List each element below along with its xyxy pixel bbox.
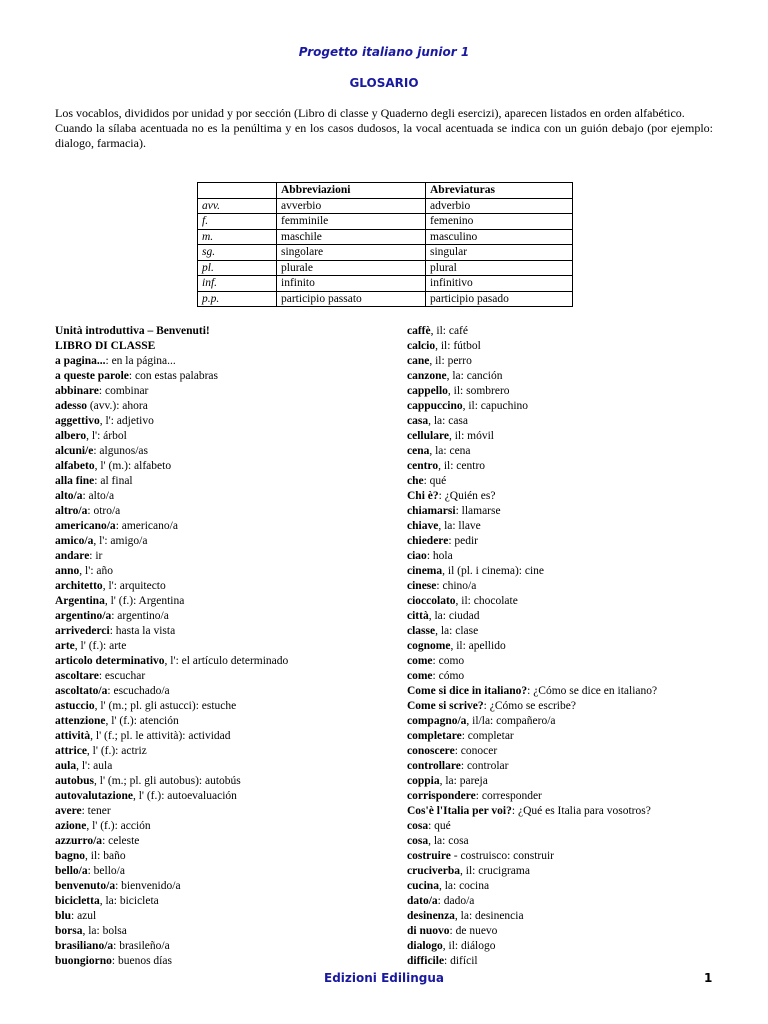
entry-definition: , la: bicicleta: [99, 895, 159, 907]
entry-headword: Chi è?: [407, 490, 439, 502]
entry-headword: desinenza: [407, 910, 455, 922]
glossary-entry: [55, 789, 385, 804]
entry-headword: alfabeto: [55, 460, 95, 472]
table-cell: maschile: [277, 229, 426, 245]
glossary-entry: [407, 804, 727, 819]
table-cell: sg.: [198, 245, 277, 261]
entry-headword: dato/a: [407, 895, 438, 907]
glossary-entry: [55, 924, 385, 939]
table-row: [198, 291, 573, 307]
glossary-entry: [407, 384, 727, 399]
glossary-entry: [407, 444, 727, 459]
glossary-entry: [407, 414, 727, 429]
entry-headword: classe: [407, 625, 436, 637]
entry-headword: alla fine: [55, 475, 95, 487]
entry-headword: chiamarsi: [407, 505, 456, 517]
glossary-entry: [55, 864, 385, 879]
intro-text: [55, 106, 713, 151]
glossary-entry: [55, 474, 385, 489]
entry-definition: : otro/a: [87, 505, 121, 517]
table-cell: plural: [426, 260, 573, 276]
entry-headword: bicicletta: [55, 895, 100, 907]
glossary-entry: [407, 744, 727, 759]
entry-headword: avere: [55, 805, 82, 817]
entry-headword: calcio: [407, 340, 436, 352]
entry-definition: : ¿Cómo se escribe?: [483, 700, 576, 712]
glossary-entry: [55, 804, 385, 819]
glossary-entry: [407, 339, 727, 354]
entry-definition: , la: cena: [429, 445, 471, 457]
entry-headword: coppia: [407, 775, 440, 787]
glossary-entry: [55, 414, 385, 429]
entry-headword: azione: [55, 820, 87, 832]
entry-headword: cappuccino: [407, 400, 463, 412]
entry-definition: : tener: [81, 805, 111, 817]
table-cell: avv.: [198, 198, 277, 214]
glossary-entry: [407, 534, 727, 549]
entry-definition: : azul: [71, 910, 97, 922]
table-cell: plurale: [277, 260, 426, 276]
entry-headword: come: [407, 655, 433, 667]
entry-definition: , il: crucigrama: [460, 865, 530, 877]
glossary-entry: [407, 759, 727, 774]
entry-headword: ascoltare: [55, 670, 99, 682]
entry-headword: cucina: [407, 880, 439, 892]
glossary-entry: [407, 894, 727, 909]
entry-definition: , il: perro: [429, 355, 472, 367]
entry-headword: centro: [407, 460, 439, 472]
glossary-entry: [407, 459, 727, 474]
entry-headword: bagno: [55, 850, 86, 862]
table-cell: pl.: [198, 260, 277, 276]
entry-headword: casa: [407, 415, 429, 427]
entry-headword: cioccolato: [407, 595, 456, 607]
glossary-entry: [55, 774, 385, 789]
glossary-entry: [55, 579, 385, 594]
glossary-entry: [407, 639, 727, 654]
entry-definition: : algunos/as: [93, 445, 148, 457]
glossary-entry: [55, 669, 385, 684]
left-entries-list: [55, 354, 385, 969]
intro-paragraph-1: Los vocablos, divididos por unidad y por sección (Libro di classe y Quaderno degli esercizi), aparecen listados en orden alfabético.: [55, 106, 685, 120]
entry-definition: , la: llave: [438, 520, 481, 532]
glossary-entry: [55, 519, 385, 534]
glossary-entry: [407, 729, 727, 744]
glossary-entry: [407, 579, 727, 594]
entry-definition: - costruisco: construir: [450, 850, 555, 862]
glossary-entry: [55, 879, 385, 894]
entry-headword: come: [407, 670, 433, 682]
glossary-left-column: [55, 324, 385, 969]
glossary-entry: [407, 714, 727, 729]
entry-definition: , il: fútbol: [435, 340, 481, 352]
unit-heading: Unità introduttiva – Benvenuti!: [55, 325, 210, 337]
table-cell: participio passato: [277, 291, 426, 307]
entry-definition: : argentino/a: [111, 610, 169, 622]
glossary-entry: [407, 774, 727, 789]
glossary-entry: [407, 684, 727, 699]
entry-headword: difficile: [407, 955, 445, 967]
entry-definition: , l' (m.; pl. gli astucci): estuche: [94, 700, 237, 712]
entry-definition: : completar: [461, 730, 514, 742]
entry-headword: completare: [407, 730, 462, 742]
entry-definition: : en la página...: [105, 355, 176, 367]
entry-headword: aula: [55, 760, 77, 772]
glossary-entry: [55, 849, 385, 864]
glossary-entry: [55, 534, 385, 549]
entry-definition: : controlar: [460, 760, 509, 772]
glossary-entry: [407, 699, 727, 714]
glossary-entry: [407, 564, 727, 579]
table-cell: adverbio: [426, 198, 573, 214]
glossary-entry: [407, 879, 727, 894]
entry-headword: città: [407, 610, 429, 622]
entry-headword: Come si dice in italiano?: [407, 685, 528, 697]
entry-definition: : pedir: [448, 535, 479, 547]
glossary-entry: [55, 729, 385, 744]
glossary-entry: [55, 954, 385, 969]
entry-definition: : hasta la vista: [109, 625, 176, 637]
table-cell: femminile: [277, 214, 426, 230]
entry-headword: brasiliano/a: [55, 940, 114, 952]
glossary-entry: [407, 399, 727, 414]
table-cell: inf.: [198, 276, 277, 292]
glossary-entry: [407, 909, 727, 924]
entry-definition: : americano/a: [115, 520, 178, 532]
entry-definition: : bello/a: [87, 865, 125, 877]
entry-definition: : hola: [426, 550, 453, 562]
entry-headword: compagno/a: [407, 715, 467, 727]
table-row: [198, 276, 573, 292]
entry-definition: , il: diálogo: [442, 940, 496, 952]
glossary-entry: [407, 324, 727, 339]
entry-headword: andare: [55, 550, 90, 562]
table-cell: avverbio: [277, 198, 426, 214]
entry-headword: cane: [407, 355, 430, 367]
glossary-entry: [55, 684, 385, 699]
entry-headword: alcuni/e: [55, 445, 94, 457]
entry-definition: , il (pl. i cinema): cine: [442, 565, 545, 577]
entry-definition: : alto/a: [82, 490, 115, 502]
glossary-entry: [55, 444, 385, 459]
entry-definition: : con estas palabras: [128, 370, 218, 382]
glossary-entry: [55, 564, 385, 579]
table-row: [198, 214, 573, 230]
entry-headword: cosa: [407, 835, 429, 847]
entry-definition: , la: pareja: [439, 775, 488, 787]
glossary-entry: [55, 489, 385, 504]
entry-headword: caffè: [407, 325, 431, 337]
table-cell: singolare: [277, 245, 426, 261]
entry-definition: , la: bolsa: [82, 925, 127, 937]
entry-headword: cappello: [407, 385, 448, 397]
entry-definition: : bienvenido/a: [115, 880, 181, 892]
entry-definition: : chino/a: [436, 580, 477, 592]
entry-headword: ciao: [407, 550, 427, 562]
entry-definition: : de nuevo: [449, 925, 498, 937]
glossary-entry: [407, 864, 727, 879]
glossary-entry: [407, 474, 727, 489]
entry-headword: chiave: [407, 520, 439, 532]
table-header-cell: [198, 183, 277, 199]
entry-definition: , il: café: [430, 325, 468, 337]
table-cell: femenino: [426, 214, 573, 230]
entry-definition: , la: cocina: [438, 880, 490, 892]
glossary-entry: [407, 834, 727, 849]
glossary-entry: [55, 609, 385, 624]
entry-headword: cellulare: [407, 430, 449, 442]
footer-publisher: Edizioni Edilingua: [324, 971, 444, 985]
glossary-entry: [407, 954, 727, 969]
glossary-entry: [407, 549, 727, 564]
entry-headword: di nuovo: [407, 925, 450, 937]
entry-headword: aggettivo: [55, 415, 100, 427]
glossary-entry: [55, 639, 385, 654]
entry-headword: cognome: [407, 640, 451, 652]
table-row: [198, 229, 573, 245]
entry-definition: , l': el artículo determinado: [164, 655, 289, 667]
entry-headword: cinese: [407, 580, 437, 592]
document-title: Progetto italiano junior 1: [298, 45, 470, 59]
entry-headword: cena: [407, 445, 430, 457]
glossary-entry: [55, 939, 385, 954]
entry-definition: : difícil: [444, 955, 478, 967]
entry-definition: , il: capuchino: [462, 400, 529, 412]
entry-definition: : ¿Quién es?: [438, 490, 496, 502]
entry-definition: , l': arquitecto: [102, 580, 166, 592]
entry-headword: bello/a: [55, 865, 88, 877]
entry-definition: , la: desinencia: [454, 910, 524, 922]
entry-headword: amico/a: [55, 535, 94, 547]
entry-headword: attività: [55, 730, 91, 742]
entry-headword: ascoltato/a: [55, 685, 108, 697]
glossary-entry: [55, 504, 385, 519]
entry-headword: Cos'è l'Italia per voi?: [407, 805, 512, 817]
entry-definition: , il: baño: [85, 850, 126, 862]
glossary-entry: [407, 849, 727, 864]
entry-definition: : conocer: [454, 745, 498, 757]
table-cell: f.: [198, 214, 277, 230]
glossary-entry: [55, 369, 385, 384]
entry-headword: alto/a: [55, 490, 83, 502]
table-header-row: [198, 183, 573, 199]
glossary-entry: [55, 654, 385, 669]
entry-headword: cosa: [407, 820, 429, 832]
entry-definition: , l' (f.): actriz: [86, 745, 147, 757]
entry-headword: costruire: [407, 850, 451, 862]
table-cell: m.: [198, 229, 277, 245]
entry-headword: blu: [55, 910, 71, 922]
entry-definition: , il: móvil: [448, 430, 494, 442]
glossary-entry: [55, 699, 385, 714]
section-title: GLOSARIO: [349, 76, 419, 90]
entry-headword: altro/a: [55, 505, 88, 517]
entry-definition: : celeste: [102, 835, 140, 847]
entry-headword: argentino/a: [55, 610, 112, 622]
table-row: [198, 245, 573, 261]
entry-definition: , il: sombrero: [447, 385, 510, 397]
entry-definition: , il: apellido: [450, 640, 506, 652]
glossary-entry: [407, 429, 727, 444]
entry-headword: autobus: [55, 775, 94, 787]
entry-headword: abbinare: [55, 385, 99, 397]
entry-definition: : cómo: [432, 670, 465, 682]
entry-definition: , il: chocolate: [455, 595, 518, 607]
entry-definition: : al final: [94, 475, 133, 487]
table-cell: singular: [426, 245, 573, 261]
table-cell: masculino: [426, 229, 573, 245]
glossary-entry: [55, 549, 385, 564]
entry-definition: , il/la: compañero/a: [466, 715, 556, 727]
entry-definition: , l': adjetivo: [99, 415, 154, 427]
entry-definition: , la: clase: [435, 625, 479, 637]
entry-definition: , l': aula: [76, 760, 113, 772]
glossary-entry: [407, 609, 727, 624]
glossary-entry: [55, 909, 385, 924]
entry-definition: , l' (f.): autoevaluación: [132, 790, 237, 802]
glossary-entry: [407, 594, 727, 609]
table-cell: participio pasado: [426, 291, 573, 307]
entry-headword: cruciverba: [407, 865, 461, 877]
entry-definition: , l' (m.; pl. gli autobus): autobús: [94, 775, 241, 787]
entry-definition: : combinar: [98, 385, 149, 397]
entry-definition: , l': árbol: [86, 430, 127, 442]
glossary-entry: [407, 504, 727, 519]
glossary-entry: [55, 894, 385, 909]
table-row: [198, 198, 573, 214]
entry-definition: , la: casa: [428, 415, 469, 427]
entry-definition: (avv.): ahora: [86, 400, 148, 412]
entry-definition: , l' (f.): Argentina: [104, 595, 185, 607]
entry-definition: , l' (m.): alfabeto: [94, 460, 172, 472]
entry-definition: : qué: [428, 820, 451, 832]
entry-headword: a queste parole: [55, 370, 129, 382]
entry-headword: adesso: [55, 400, 87, 412]
entry-definition: , la: canción: [446, 370, 503, 382]
entry-definition: : dado/a: [437, 895, 475, 907]
entry-definition: , l' (f.): atención: [105, 715, 179, 727]
glossary-entry: [407, 519, 727, 534]
entry-headword: corrispondere: [407, 790, 476, 802]
glossary-entry: [55, 384, 385, 399]
glossary-entry: [407, 939, 727, 954]
glossary-entry: [55, 624, 385, 639]
glossary-entry: [407, 354, 727, 369]
entry-definition: , la: ciudad: [428, 610, 480, 622]
entry-headword: albero: [55, 430, 87, 442]
entry-definition: : ir: [89, 550, 103, 562]
entry-headword: Argentina: [55, 595, 105, 607]
entry-headword: controllare: [407, 760, 461, 772]
glossary-entry: [55, 744, 385, 759]
glossary-entry: [55, 459, 385, 474]
glossary-entry: [55, 714, 385, 729]
entry-headword: astuccio: [55, 700, 95, 712]
entry-definition: , la: cosa: [428, 835, 469, 847]
glossary-entry: [55, 819, 385, 834]
entry-definition: , l': amigo/a: [93, 535, 148, 547]
glossary-entry: [55, 429, 385, 444]
entry-definition: : brasileño/a: [113, 940, 170, 952]
table-header-cell: Abreviaturas: [426, 183, 573, 199]
glossary-entry: [407, 654, 727, 669]
abbreviations-table: [197, 182, 573, 307]
glossary-entry: [407, 819, 727, 834]
entry-definition: : ¿Qué es Italia para vosotros?: [511, 805, 651, 817]
entry-headword: cinema: [407, 565, 443, 577]
intro-paragraph-2: Cuando la sílaba acentuada no es la penúltima y en los casos dudosos, la vocal acentuada se indica con un guión debajo (por ejemplo: dialogo, farmacia).: [55, 121, 713, 150]
entry-headword: azzurro/a: [55, 835, 103, 847]
entry-headword: attrice: [55, 745, 87, 757]
page-number: 1: [704, 971, 713, 985]
entry-definition: : corresponder: [475, 790, 542, 802]
glossary-right-column: [407, 324, 727, 969]
table-header-cell: Abbreviazioni: [277, 183, 426, 199]
entry-headword: canzone: [407, 370, 447, 382]
table-cell: infinito: [277, 276, 426, 292]
entry-headword: chiedere: [407, 535, 449, 547]
entry-definition: : ¿Cómo se dice en italiano?: [527, 685, 658, 697]
glossary-entry: [407, 924, 727, 939]
entry-definition: : como: [432, 655, 465, 667]
entry-headword: architetto: [55, 580, 103, 592]
entry-headword: che: [407, 475, 424, 487]
glossary-entry: [55, 834, 385, 849]
table-row: [198, 260, 573, 276]
entry-headword: autovalutazione: [55, 790, 133, 802]
glossary-entry: [407, 624, 727, 639]
entry-headword: buongiorno: [55, 955, 112, 967]
glossary-entry: [55, 354, 385, 369]
entry-headword: anno: [55, 565, 80, 577]
entry-definition: , il: centro: [438, 460, 486, 472]
glossary-entry: [407, 669, 727, 684]
entry-definition: : llamarse: [455, 505, 501, 517]
entry-headword: benvenuto/a: [55, 880, 116, 892]
entry-definition: , l': año: [79, 565, 113, 577]
entry-headword: Come si scrive?: [407, 700, 484, 712]
entry-headword: conoscere: [407, 745, 455, 757]
entry-headword: articolo determinativo: [55, 655, 165, 667]
glossary-entry: [407, 789, 727, 804]
table-cell: p.p.: [198, 291, 277, 307]
glossary-entry: [55, 399, 385, 414]
section-heading: LIBRO DI CLASSE: [55, 340, 156, 352]
glossary-entry: [55, 594, 385, 609]
entry-definition: , l' (f.; pl. le attività): actividad: [90, 730, 231, 742]
entry-headword: arte: [55, 640, 75, 652]
entry-definition: , l' (f.): arte: [74, 640, 127, 652]
entry-headword: americano/a: [55, 520, 116, 532]
entry-definition: , l' (f.): acción: [86, 820, 151, 832]
glossary-entry: [407, 369, 727, 384]
entry-headword: dialogo: [407, 940, 443, 952]
entry-headword: arrivederci: [55, 625, 110, 637]
entry-headword: borsa: [55, 925, 83, 937]
entry-headword: a pagina...: [55, 355, 106, 367]
table-cell: infinitivo: [426, 276, 573, 292]
entry-definition: : escuchar: [98, 670, 146, 682]
entry-definition: : qué: [423, 475, 447, 487]
entry-definition: : buenos días: [111, 955, 172, 967]
entry-definition: : escuchado/a: [107, 685, 170, 697]
entry-headword: attenzione: [55, 715, 106, 727]
glossary-entry: [55, 759, 385, 774]
right-entries-list: [407, 324, 727, 969]
glossary-entry: [407, 489, 727, 504]
